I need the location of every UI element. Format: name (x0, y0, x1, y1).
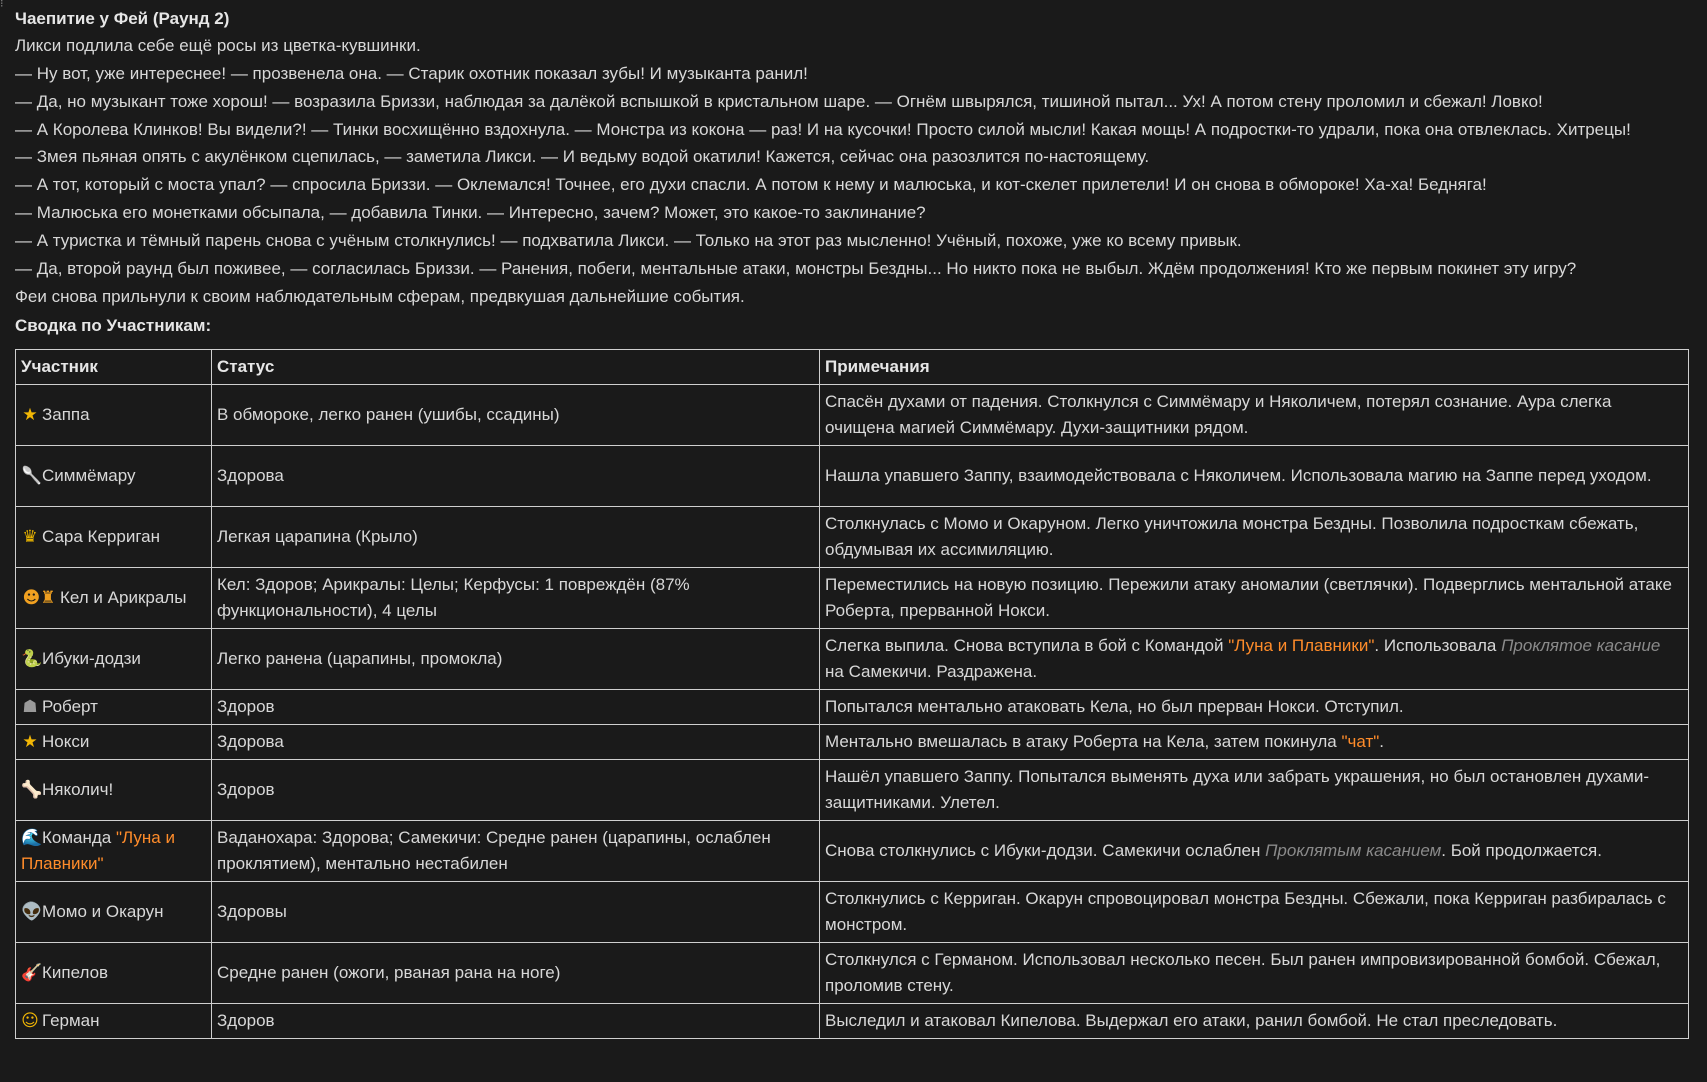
status-cell: Здоров (212, 690, 820, 725)
participant-name: Нокси (42, 732, 90, 751)
notes-cell (820, 821, 1689, 882)
participant-cell (16, 385, 212, 446)
notes-cell: Столкнулась с Момо и Окаруном. Легко уничтожила монстра Бездны. Позволила подросткам сбежать, обдумывая их ассимиляцию. (820, 507, 1689, 568)
story-paragraph: — А туристка и тёмный парень снова с учёным столкнулись! — подхватила Ликси. — Только на этот раз мысленно! Учёный, похоже, уже ко всему привык. (15, 231, 1242, 250)
story-paragraph: — Ну вот, уже интереснее! — прозвенела она. — Старик охотник показал зубы! И музыканта ранил! (15, 64, 808, 83)
person-icon: ☗ (22, 697, 38, 717)
snake-icon: 🐍 (21, 649, 43, 669)
participant-name: Сара Керриган (42, 527, 160, 546)
table-row (16, 943, 1689, 1004)
alien-icon: 👽 (21, 902, 43, 922)
notes-cell: Выследил и атаковал Кипелова. Выдержал его атаки, ранил бомбой. Не стал преследовать. (820, 1004, 1689, 1039)
spell-name: Проклятым касанием (1265, 841, 1442, 860)
spoon-icon: 🥄 (21, 466, 43, 486)
story-paragraph: — Да, второй раунд был поживее, — согласилась Бриззи. — Ранения, побеги, ментальные атаки, монстры Бездны... Но никто пока не выбыл. Ждём продолжения! Кто же первым покинет эту игру? (15, 259, 1577, 278)
header-participant: Участник (16, 350, 212, 385)
smiley-icon: ☺ (21, 1011, 39, 1031)
crown-icon: ♛ (22, 527, 38, 547)
status-cell: Здоровы (212, 882, 820, 943)
table-row (16, 629, 1689, 690)
participant-cell (16, 821, 212, 882)
notes-cell (820, 725, 1689, 760)
participants-table (15, 349, 1689, 1039)
notes-cell: Нашла упавшего Заппу, взаимодействовала с Няколичем. Использовала магию на Заппе перед уходом. (820, 446, 1689, 507)
status-cell: Ваданохара: Здорова; Самекичи: Средне ранен (царапины, ослаблен проклятием), ментально нестабилен (212, 821, 820, 882)
participant-name: Кипелов (42, 963, 109, 982)
face-and-chess-icon: ☻♜ (22, 588, 56, 608)
notes-cell: Попытался ментально атаковать Кела, но был прерван Нокси. Отступил. (820, 690, 1689, 725)
table-row (16, 1004, 1689, 1039)
spell-name: Проклятое касание (1501, 636, 1661, 655)
bone-icon: 🦴 (21, 780, 43, 800)
participant-name: Ибуки-додзи (42, 649, 141, 668)
story-paragraph: — Да, но музыкант тоже хорош! — возразила Бриззи, наблюдая за далёкой вспышкой в кристальном шаре. — Огнём швырялся, тишиной пытал... Ух! А потом стену проломил и сбежал! Ловко! (15, 92, 1543, 111)
status-cell: Здоров (212, 1004, 820, 1039)
header-status: Статус (212, 350, 820, 385)
note-text: . Бой продолжается. (1441, 841, 1602, 860)
notes-cell: Переместились на новую позицию. Пережили атаку аномалии (светлячки). Подверглись ментальной атаке Роберта, прерванной Нокси. (820, 568, 1689, 629)
story-paragraph: Ликси подлила себе ещё росы из цветка-кувшинки. (15, 36, 421, 55)
notes-cell: Столкнулся с Германом. Использовал несколько песен. Был ранен импровизированной бомбой. Сбежал, проломив стену. (820, 943, 1689, 1004)
participant-name: Момо и Окарун (42, 902, 164, 921)
participant-cell (16, 943, 212, 1004)
table-row (16, 568, 1689, 629)
participant-name: Герман (42, 1011, 100, 1030)
star-icon: ★ (22, 405, 38, 425)
participant-cell (16, 446, 212, 507)
note-text: . Использовала (1374, 636, 1502, 655)
participant-name: Кел и Арикралы (60, 588, 187, 607)
table-row (16, 385, 1689, 446)
team-name-highlight: "Луна и Плавники" (1228, 636, 1375, 655)
participant-cell (16, 690, 212, 725)
table-row (16, 725, 1689, 760)
note-text: Слегка выпила. Снова вступила в бой с Командой (825, 636, 1229, 655)
notes-cell (820, 629, 1689, 690)
story-paragraph: — Змея пьяная опять с акулёнком сцепилась, — заметила Ликси. — И ведьму водой окатили! Кажется, сейчас она разозлится по-настоящему. (15, 147, 1150, 166)
chat-highlight: "чат" (1341, 732, 1380, 751)
status-cell: Здоров (212, 760, 820, 821)
team-name-highlight: "Луна и Плавники" (21, 828, 175, 873)
status-cell: Здорова (212, 446, 820, 507)
participant-cell (16, 568, 212, 629)
message-title: Чаепитие у Фей (Раунд 2) (15, 9, 230, 28)
status-cell: Кел: Здоров; Арикралы: Целы; Керфусы: 1 повреждён (87% функциональности), 4 целы (212, 568, 820, 629)
status-cell: Легко ранена (царапины, промокла) (212, 629, 820, 690)
header-notes: Примечания (820, 350, 1689, 385)
notes-cell: Столкнулись с Керриган. Окарун спровоцировал монстра Бездны. Сбежали, пока Керриган разбиралась с монстром. (820, 882, 1689, 943)
participant-name: Роберт (42, 697, 98, 716)
table-row (16, 690, 1689, 725)
participant-cell (16, 882, 212, 943)
status-cell: Здорова (212, 725, 820, 760)
story-paragraph: — Малюська его монетками обсыпала, — добавила Тинки. — Интересно, зачем? Может, это какое-то заклинание? (15, 203, 926, 222)
story-paragraph: — А тот, который с моста упал? — спросила Бриззи. — Оклемался! Точнее, его духи спасли. А потом к нему и малюська, и кот-скелет прилетели! И он снова в обмороке! Ха-ха! Бедняга! (15, 175, 1487, 194)
table-row (16, 821, 1689, 882)
notes-cell: Спасён духами от падения. Столкнулся с Симмёмару и Няколичем, потерял сознание. Аура слегка очищена магией Симмёмару. Духи-защитники рядом. (820, 385, 1689, 446)
edge-marker: ⁝ (0, 0, 4, 10)
guitar-icon: 🎸 (21, 963, 43, 983)
participant-cell (16, 629, 212, 690)
participant-cell (16, 507, 212, 568)
note-text: Ментально вмешалась в атаку Роберта на Кела, затем покинула (825, 732, 1342, 751)
table-row (16, 507, 1689, 568)
summary-heading: Сводка по Участникам: (15, 316, 212, 335)
note-text: Снова столкнулись с Ибуки-додзи. Самекичи ослаблен (825, 841, 1266, 860)
wave-icon: 🌊 (21, 828, 43, 848)
table-row (16, 882, 1689, 943)
note-text: . (1379, 732, 1385, 751)
story-paragraph: — А Королева Клинков! Вы видели?! — Тинки восхищённо вздохнула. — Монстра из кокона — раз! И на кусочки! Просто силой мысли! Какая мощь! А подростки-то удрали, пока она отвлеклась. Хитрецы! (15, 120, 1631, 139)
notes-cell: Нашёл упавшего Заппу. Попытался выменять духа или забрать украшения, но был остановлен духами-защитниками. Улетел. (820, 760, 1689, 821)
status-cell: В обмороке, легко ранен (ушибы, ссадины) (212, 385, 820, 446)
status-cell: Средне ранен (ожоги, рваная рана на ноге) (212, 943, 820, 1004)
story-text (15, 32, 1689, 311)
participant-cell (16, 1004, 212, 1039)
participant-name: Заппа (42, 405, 90, 424)
table-header-row (16, 350, 1689, 385)
star-icon: ★ (22, 732, 38, 752)
table-row (16, 760, 1689, 821)
participant-name: Няколич! (42, 780, 114, 799)
story-paragraph: Феи снова прильнули к своим наблюдательным сферам, предвкушая дальнейшие события. (15, 287, 745, 306)
participant-cell (16, 760, 212, 821)
participant-cell (16, 725, 212, 760)
participant-name: Команда (42, 828, 116, 847)
status-cell: Легкая царапина (Крыло) (212, 507, 820, 568)
table-row (16, 446, 1689, 507)
participant-name: Симмёмару (42, 466, 136, 485)
note-text: на Самекичи. Раздражена. (825, 662, 1038, 681)
